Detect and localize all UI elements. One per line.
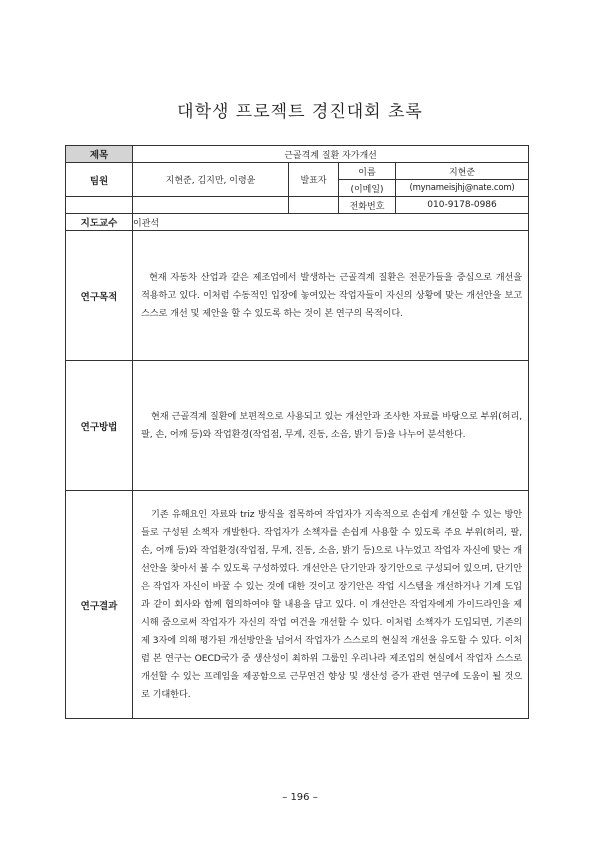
advisor-value: 이관석	[133, 214, 529, 231]
result-row	[66, 491, 529, 719]
method-text: 현재 근골격계 질환에 보편적으로 사용되고 있는 개선안과 조사한 자료를 바탕으로 부위(허리, 팔, 손, 어깨 등)와 작업환경(작업점, 무게, 진동, 소음, 밝기 등)을 나누어 분석한다.	[141, 410, 523, 440]
phone-value: 010-9178-0986	[396, 197, 529, 214]
purpose-label: 연구목적	[66, 231, 133, 361]
phone-row	[66, 197, 529, 214]
abstract-form-table	[65, 145, 529, 719]
result-label: 연구결과	[66, 491, 133, 719]
title-value: 근골격계 질환 자가개선	[133, 146, 529, 163]
presenter-name: 지현준	[396, 163, 529, 180]
advisor-label: 지도교수	[66, 214, 133, 231]
advisor-row	[66, 214, 529, 231]
method-label: 연구방법	[66, 361, 133, 491]
method-row	[66, 361, 529, 491]
result-text: 기존 유해요인 자료와 triz 방식을 접목하여 작업자가 지속적으로 손쉽게 개선할 수 있는 방안들로 구성된 소책자 개발한다. 작업자가 소책자를 손쉽게 사용할 수 있도록 주요 부위(허리, 팔, 손, 어깨 등)와 작업환경(작업점, 무게, 진동, 소음, 밝기 등)으로 나누었고 작업자 자신에 맞는 개선안을 찾아서 볼 수 있도록 구성하였다. 개선안은 단기안과 장기안으로 구성되어 있으며, 단기안은 작업자 자신이 바꿀 수 있는 것에 대한 것이고 장기안은 작업 시스템을 개선하거나 기계 도입과 같이 회사와 함께 협의하여야 할 내용을 담고 있다. 이 개선안은 작업자에게 가이드라인을 제시해 줌으로써 작업자가 자신의 작업 여건을 개선할 수 있다. 이처럼 소책자가 도입되면, 기존의 제 3자에 의해 평가된 개선방안을 넘어서 작업자가 스스로의 현실적 개선을 유도할 수 있다. 이처럼 본 연구는 OECD국가 중 생산성이 최하위 그룹인 우리나라 제조업의 현실에서 작업자 스스로 개선할 수 있는 프레임을 제공함으로 근무연건 향상 및 생산성 증가 관련 연구에 도움이 될 것으로 기대한다.	[141, 508, 523, 700]
title-label: 제목	[66, 146, 133, 163]
name-label: 이름	[339, 163, 396, 180]
team-row	[66, 163, 529, 180]
purpose-row	[66, 231, 529, 361]
email-label: (이메일)	[339, 180, 396, 197]
page-number: – 196 –	[282, 792, 318, 803]
team-members: 지현준, 김지만, 이령윤	[133, 163, 289, 197]
presenter-label: 발표자	[289, 163, 339, 197]
presenter-email: (mynameisjhj@nate.com)	[396, 180, 529, 197]
title-row	[66, 146, 529, 163]
team-label: 팀원	[66, 163, 133, 197]
phone-label: 전화번호	[339, 197, 396, 214]
purpose-text: 현재 자동차 산업과 같은 제조업에서 발생하는 근골격계 질환은 전문가들을 중심으로 개선을 적용하고 있다. 이처럼 수동적인 입장에 놓여있는 작업자들이 자신의 상황에 맞는 개선안을 보고 스스로 개선 및 제안을 할 수 있도록 하는 것이 본 연구의 목적이다.	[141, 271, 523, 319]
page-title: 대학생 프로젝트 경진대회 초록	[177, 102, 423, 122]
